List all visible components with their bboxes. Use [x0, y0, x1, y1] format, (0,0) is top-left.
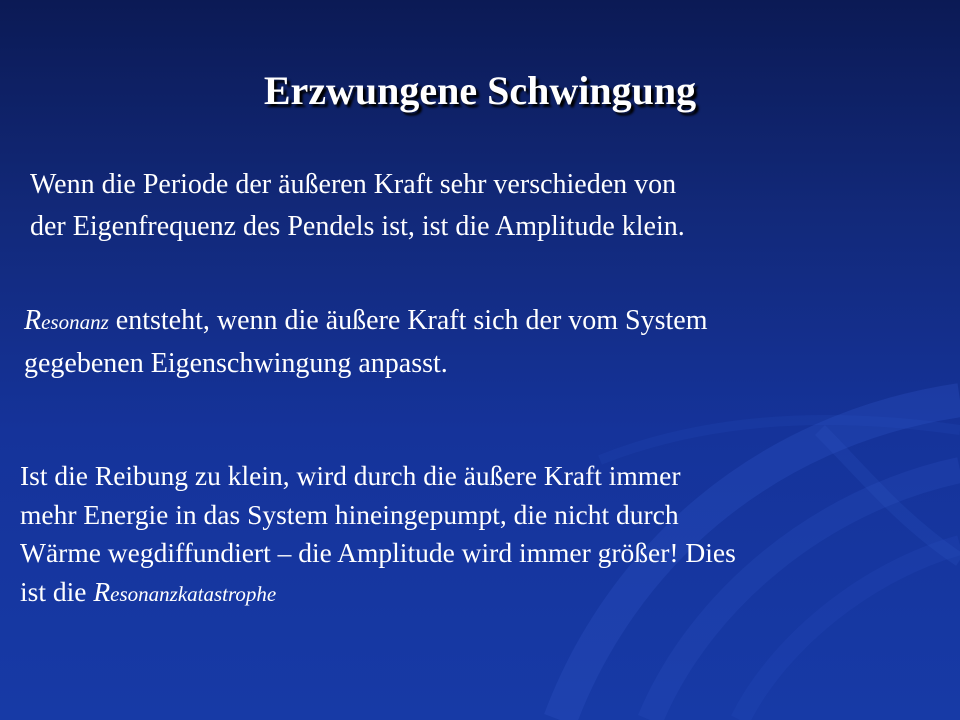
paragraph-2-line-1-rest: entsteht, wenn die äußere Kraft sich der vom System [108, 305, 708, 336]
paragraph-3-line-3: Wärme wegdiffundiert – die Amplitude wird immer größer! Dies [20, 537, 736, 568]
slide-title: Erzwungene Schwingung [263, 68, 697, 113]
paragraph-1-line-1: Wenn die Periode der äußeren Kraft sehr verschieden von [30, 169, 677, 200]
paragraph-resonance [24, 300, 944, 385]
paragraph-2-line-2: gegebenen Eigenschwingung anpasst. [24, 348, 448, 379]
term-resonanzkatastrophe-initial: R [93, 575, 111, 607]
paragraph-3-line-1: Ist die Reibung zu klein, wird durch die äußere Kraft immer [20, 460, 681, 491]
paragraph-1-line-2: der Eigenfrequenz des Pendels ist, ist die Amplitude klein. [30, 211, 685, 242]
paragraph-3-line-2: mehr Energie in das System hineingepumpt, die nicht durch [20, 498, 679, 530]
paragraph-amplitude [30, 164, 930, 248]
paragraph-3-line-4-prefix: ist die [20, 575, 94, 607]
term-resonanz-rest: esonanz [41, 310, 109, 334]
paragraph-resonance-catastrophe [20, 457, 960, 613]
term-resonanz-initial: R [24, 305, 42, 336]
term-resonanzkatastrophe-rest: esonanzkatastrophe [110, 581, 277, 606]
term-resonanzkatastrophe [93, 576, 276, 607]
term-resonanz [24, 305, 109, 336]
